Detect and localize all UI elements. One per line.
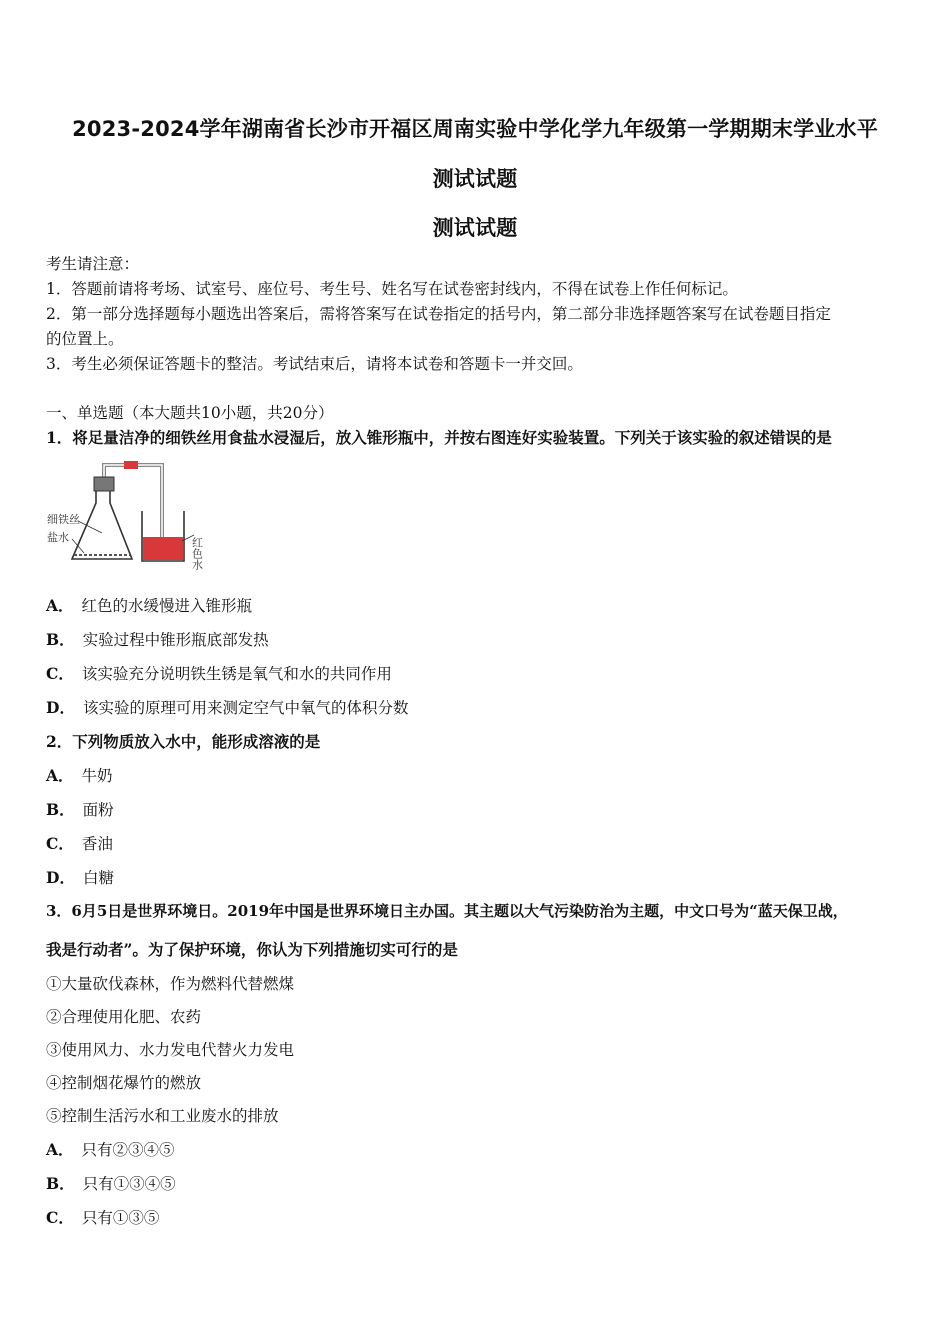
question-3-option-a: [46, 1138, 175, 1160]
measure-item: ④控制烟花爆竹的燃放: [46, 1074, 202, 1092]
option-text: 牛奶: [81, 767, 113, 785]
question-3-option-c: [46, 1206, 159, 1228]
option-text: 该实验充分说明铁生锈是氧气和水的共同作用: [81, 665, 392, 683]
option-letter: D．: [46, 698, 75, 717]
option-text: 只有①③⑤: [81, 1209, 160, 1227]
option-letter: A．: [46, 766, 74, 785]
question-3-option-b: [46, 1172, 176, 1194]
measure-item: ①大量砍伐森林，作为燃料代替燃煤: [46, 975, 295, 993]
red-water: [143, 537, 183, 560]
notice-item: 3．考生必须保证答题卡的整洁。考试结束后，请将本试卷和答题卡一并交回。: [46, 355, 583, 373]
question-2-option-c: [46, 832, 113, 854]
option-letter: C．: [46, 1208, 74, 1227]
label-line-wire: [78, 521, 102, 533]
question-1-stem: 1．将足量洁净的细铁丝用食盐水浸湿后，放入锥形瓶中，并按右图连好实验装置。下列关于该实验的叙述错误的是: [46, 428, 832, 447]
measure-item: ⑤控制生活污水和工业废水的排放: [46, 1107, 279, 1125]
label-line-salt: [72, 539, 84, 553]
conical-flask: [72, 491, 132, 559]
label-iron-wire: 细铁丝: [47, 513, 80, 526]
option-text: 面粉: [82, 801, 114, 819]
question-1-option-b: [46, 628, 269, 650]
question-1-option-d: [46, 696, 408, 718]
option-text: 只有②③④⑤: [81, 1141, 175, 1159]
question-1-option-a: [46, 594, 252, 616]
notice-heading: 考生请注意：: [46, 255, 140, 273]
measure-item: ③使用风力、水力发电代替火力发电: [46, 1041, 295, 1059]
label-salt-water: 盐水: [47, 531, 69, 544]
label-red-water: 红色水: [190, 537, 204, 570]
option-letter: B．: [46, 1174, 75, 1193]
question-3-stem: 3．6月5日是世界环境日。2019年中国是世界环境日主办国。其主题以大气污染防治为主题，中文口号为“蓝天保卫战，: [46, 902, 848, 920]
option-text: 白糖: [82, 869, 114, 887]
question-2-option-d: [46, 866, 114, 888]
option-letter: C．: [46, 834, 74, 853]
page-subtitle: 测试试题: [432, 216, 518, 240]
question-2-option-a: [46, 764, 113, 786]
option-letter: B．: [46, 630, 75, 649]
page-title-line2: 测试试题: [432, 167, 518, 191]
page-title: 2023-2024学年湖南省长沙市开福区周南实验中学化学九年级第一学期期末学业水平: [72, 117, 878, 141]
question-2-stem: 2．下列物质放入水中，能形成溶液的是: [46, 732, 321, 751]
tube-clamp: [124, 461, 138, 469]
rubber-stopper: [94, 477, 114, 491]
option-letter: D．: [46, 868, 75, 887]
option-text: 红色的水缓慢进入锥形瓶: [81, 597, 253, 615]
section-heading: 一、单选题（本大题共10小题，共20分）: [46, 404, 334, 422]
question-2-option-b: [46, 798, 114, 820]
option-letter: C．: [46, 664, 74, 683]
option-letter: A．: [46, 1140, 74, 1159]
option-text: 实验过程中锥形瓶底部发热: [82, 631, 269, 649]
option-letter: A．: [46, 596, 74, 615]
question-1-option-c: [46, 662, 392, 684]
experiment-apparatus-diagram: [44, 455, 219, 573]
notice-item: 的位置上。: [46, 330, 124, 348]
measure-item: ②合理使用化肥、农药: [46, 1008, 202, 1026]
question-3-stem-cont: 我是行动者”。为了保护环境，你认为下列措施切实可行的是: [46, 940, 458, 959]
option-letter: B．: [46, 800, 75, 819]
option-text: 只有①③④⑤: [82, 1175, 176, 1193]
option-text: 香油: [81, 835, 113, 853]
option-text: 该实验的原理可用来测定空气中氧气的体积分数: [82, 699, 409, 717]
notice-item: 1．答题前请将考场、试室号、座位号、考生号、姓名写在试卷密封线内，不得在试卷上作任何标记。: [46, 280, 738, 298]
notice-item: 2．第一部分选择题每小题选出答案后，需将答案写在试卷指定的括号内，第二部分非选择题答案写在试卷题目指定: [46, 305, 831, 323]
